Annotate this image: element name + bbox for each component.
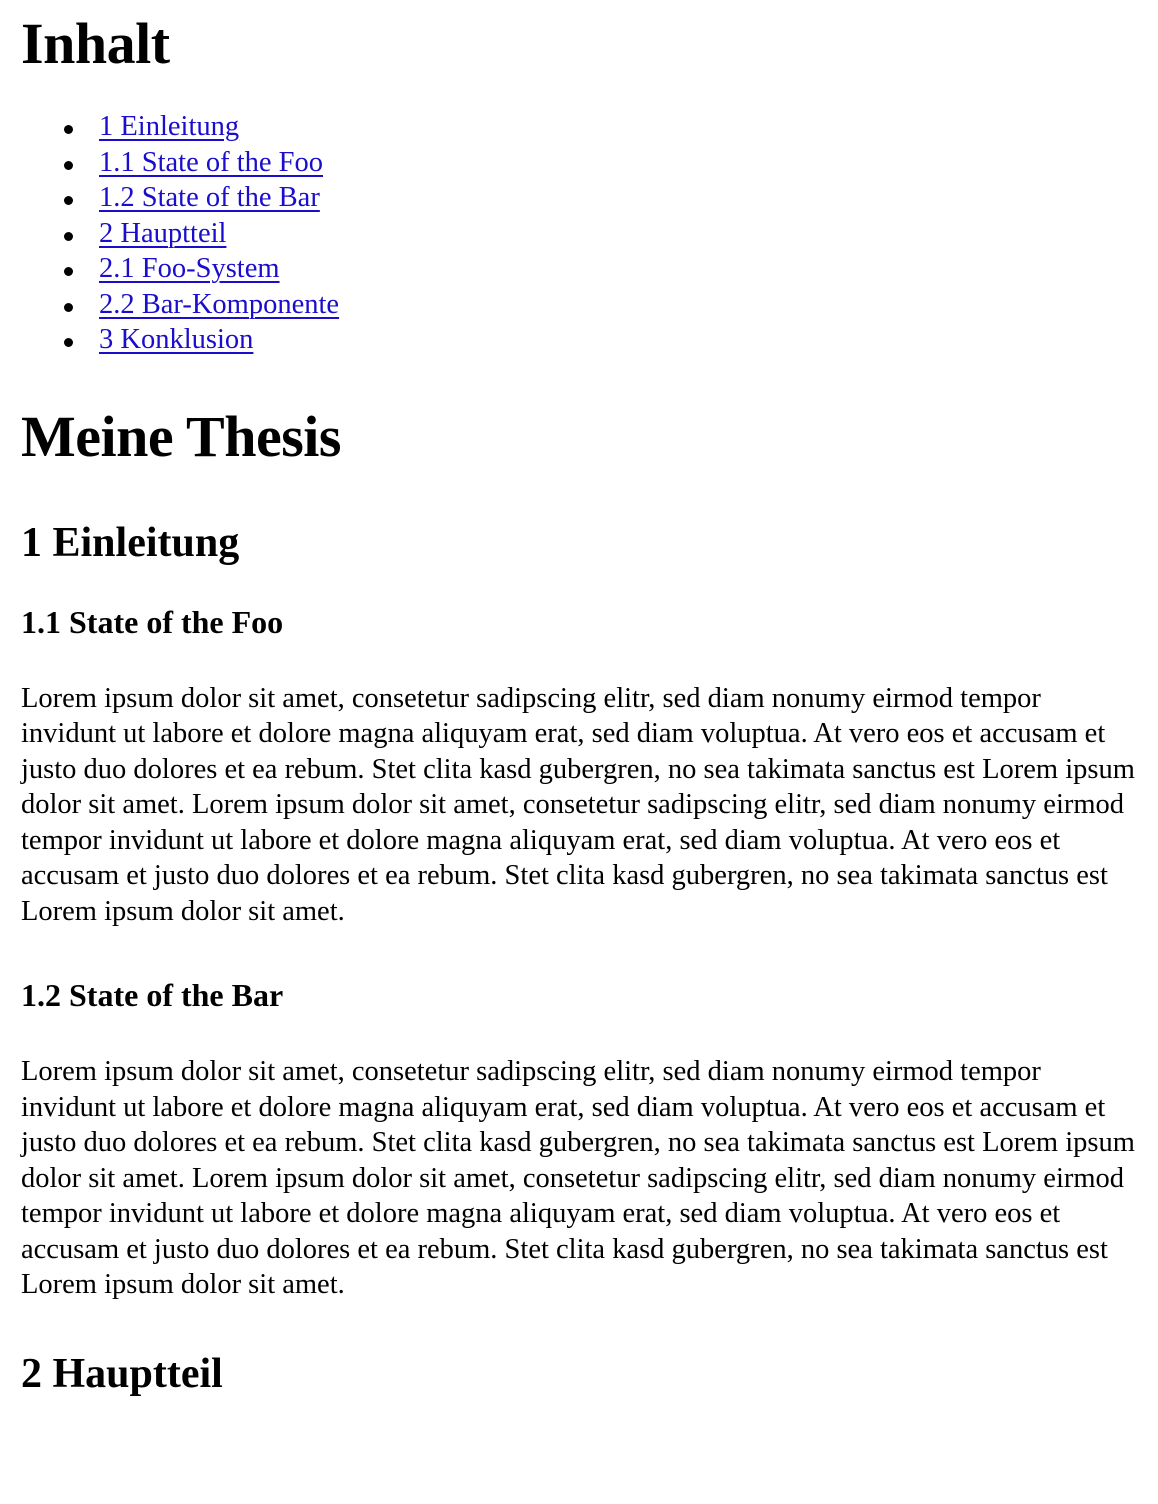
toc-item-state-of-the-foo [99, 145, 1142, 181]
subsection-heading-state-of-the-bar: 1.2 State of the Bar [21, 977, 284, 1013]
paragraph-state-of-the-foo: Lorem ipsum dolor sit amet, consetetur sadipscing elitr, sed diam nonumy eirmod tempor invidunt ut labore et dolore magna aliquyam erat, sed diam voluptua. At vero eos et accusam et justo duo dolores et ea rebum. Stet clita kasd gubergren, no sea takimata sanctus est Lorem ipsum dolor sit amet. Lorem ipsum dolor sit amet, consetetur sadipscing elitr, sed diam nonumy eirmod tempor invidunt ut labore et dolore magna aliquyam erat, sed diam voluptua. At vero eos et accusam et justo duo dolores et ea rebum. Stet clita kasd gubergren, no sea takimata sanctus est Lorem ipsum dolor sit amet. [21, 682, 1135, 927]
bullet-icon [64, 303, 73, 312]
toc-link-einleitung[interactable]: 1 Einleitung [99, 111, 240, 142]
bullet-icon [64, 161, 73, 170]
section-heading-hauptteil: 2 Hauptteil [21, 1350, 223, 1397]
bullet-icon [64, 125, 73, 134]
toc-item-konklusion [99, 322, 1142, 358]
toc-link-hauptteil[interactable]: 2 Hauptteil [99, 217, 227, 249]
bullet-icon [64, 196, 73, 205]
section-heading-einleitung: 1 Einleitung [21, 519, 240, 566]
bullet-icon [64, 267, 73, 276]
toc-item-bar-komponente [99, 287, 1142, 323]
toc-item-state-of-the-bar [99, 180, 1142, 216]
subsection-heading-state-of-the-foo: 1.1 State of the Foo [21, 603, 284, 640]
toc-item-einleitung [99, 109, 1142, 145]
toc-link-bar-komponente[interactable]: 2.2 Bar-Komponente [99, 288, 340, 320]
bullet-icon [64, 232, 73, 241]
toc-link-foo-system[interactable]: 2.1 Foo-System [99, 253, 280, 284]
toc-item-hauptteil [99, 216, 1142, 252]
toc-link-state-of-the-foo[interactable]: 1.1 State of the Foo [99, 146, 324, 178]
toc-title: Inhalt [21, 11, 170, 76]
document-title: Meine Thesis [21, 403, 341, 469]
bullet-icon [64, 338, 73, 347]
toc-link-konklusion[interactable]: 3 Konklusion [99, 324, 254, 355]
table-of-contents [21, 109, 1142, 358]
toc-link-state-of-the-bar[interactable]: 1.2 State of the Bar [99, 182, 320, 213]
toc-item-foo-system [99, 251, 1142, 287]
paragraph-state-of-the-bar: Lorem ipsum dolor sit amet, consetetur sadipscing elitr, sed diam nonumy eirmod tempor invidunt ut labore et dolore magna aliquyam erat, sed diam voluptua. At vero eos et accusam et justo duo dolores et ea rebum. Stet clita kasd gubergren, no sea takimata sanctus est Lorem ipsum dolor sit amet. Lorem ipsum dolor sit amet, consetetur sadipscing elitr, sed diam nonumy eirmod tempor invidunt ut labore et dolore magna aliquyam erat, sed diam voluptua. At vero eos et accusam et justo duo dolores et ea rebum. Stet clita kasd gubergren, no sea takimata sanctus est Lorem ipsum dolor sit amet. [21, 1056, 1135, 1300]
